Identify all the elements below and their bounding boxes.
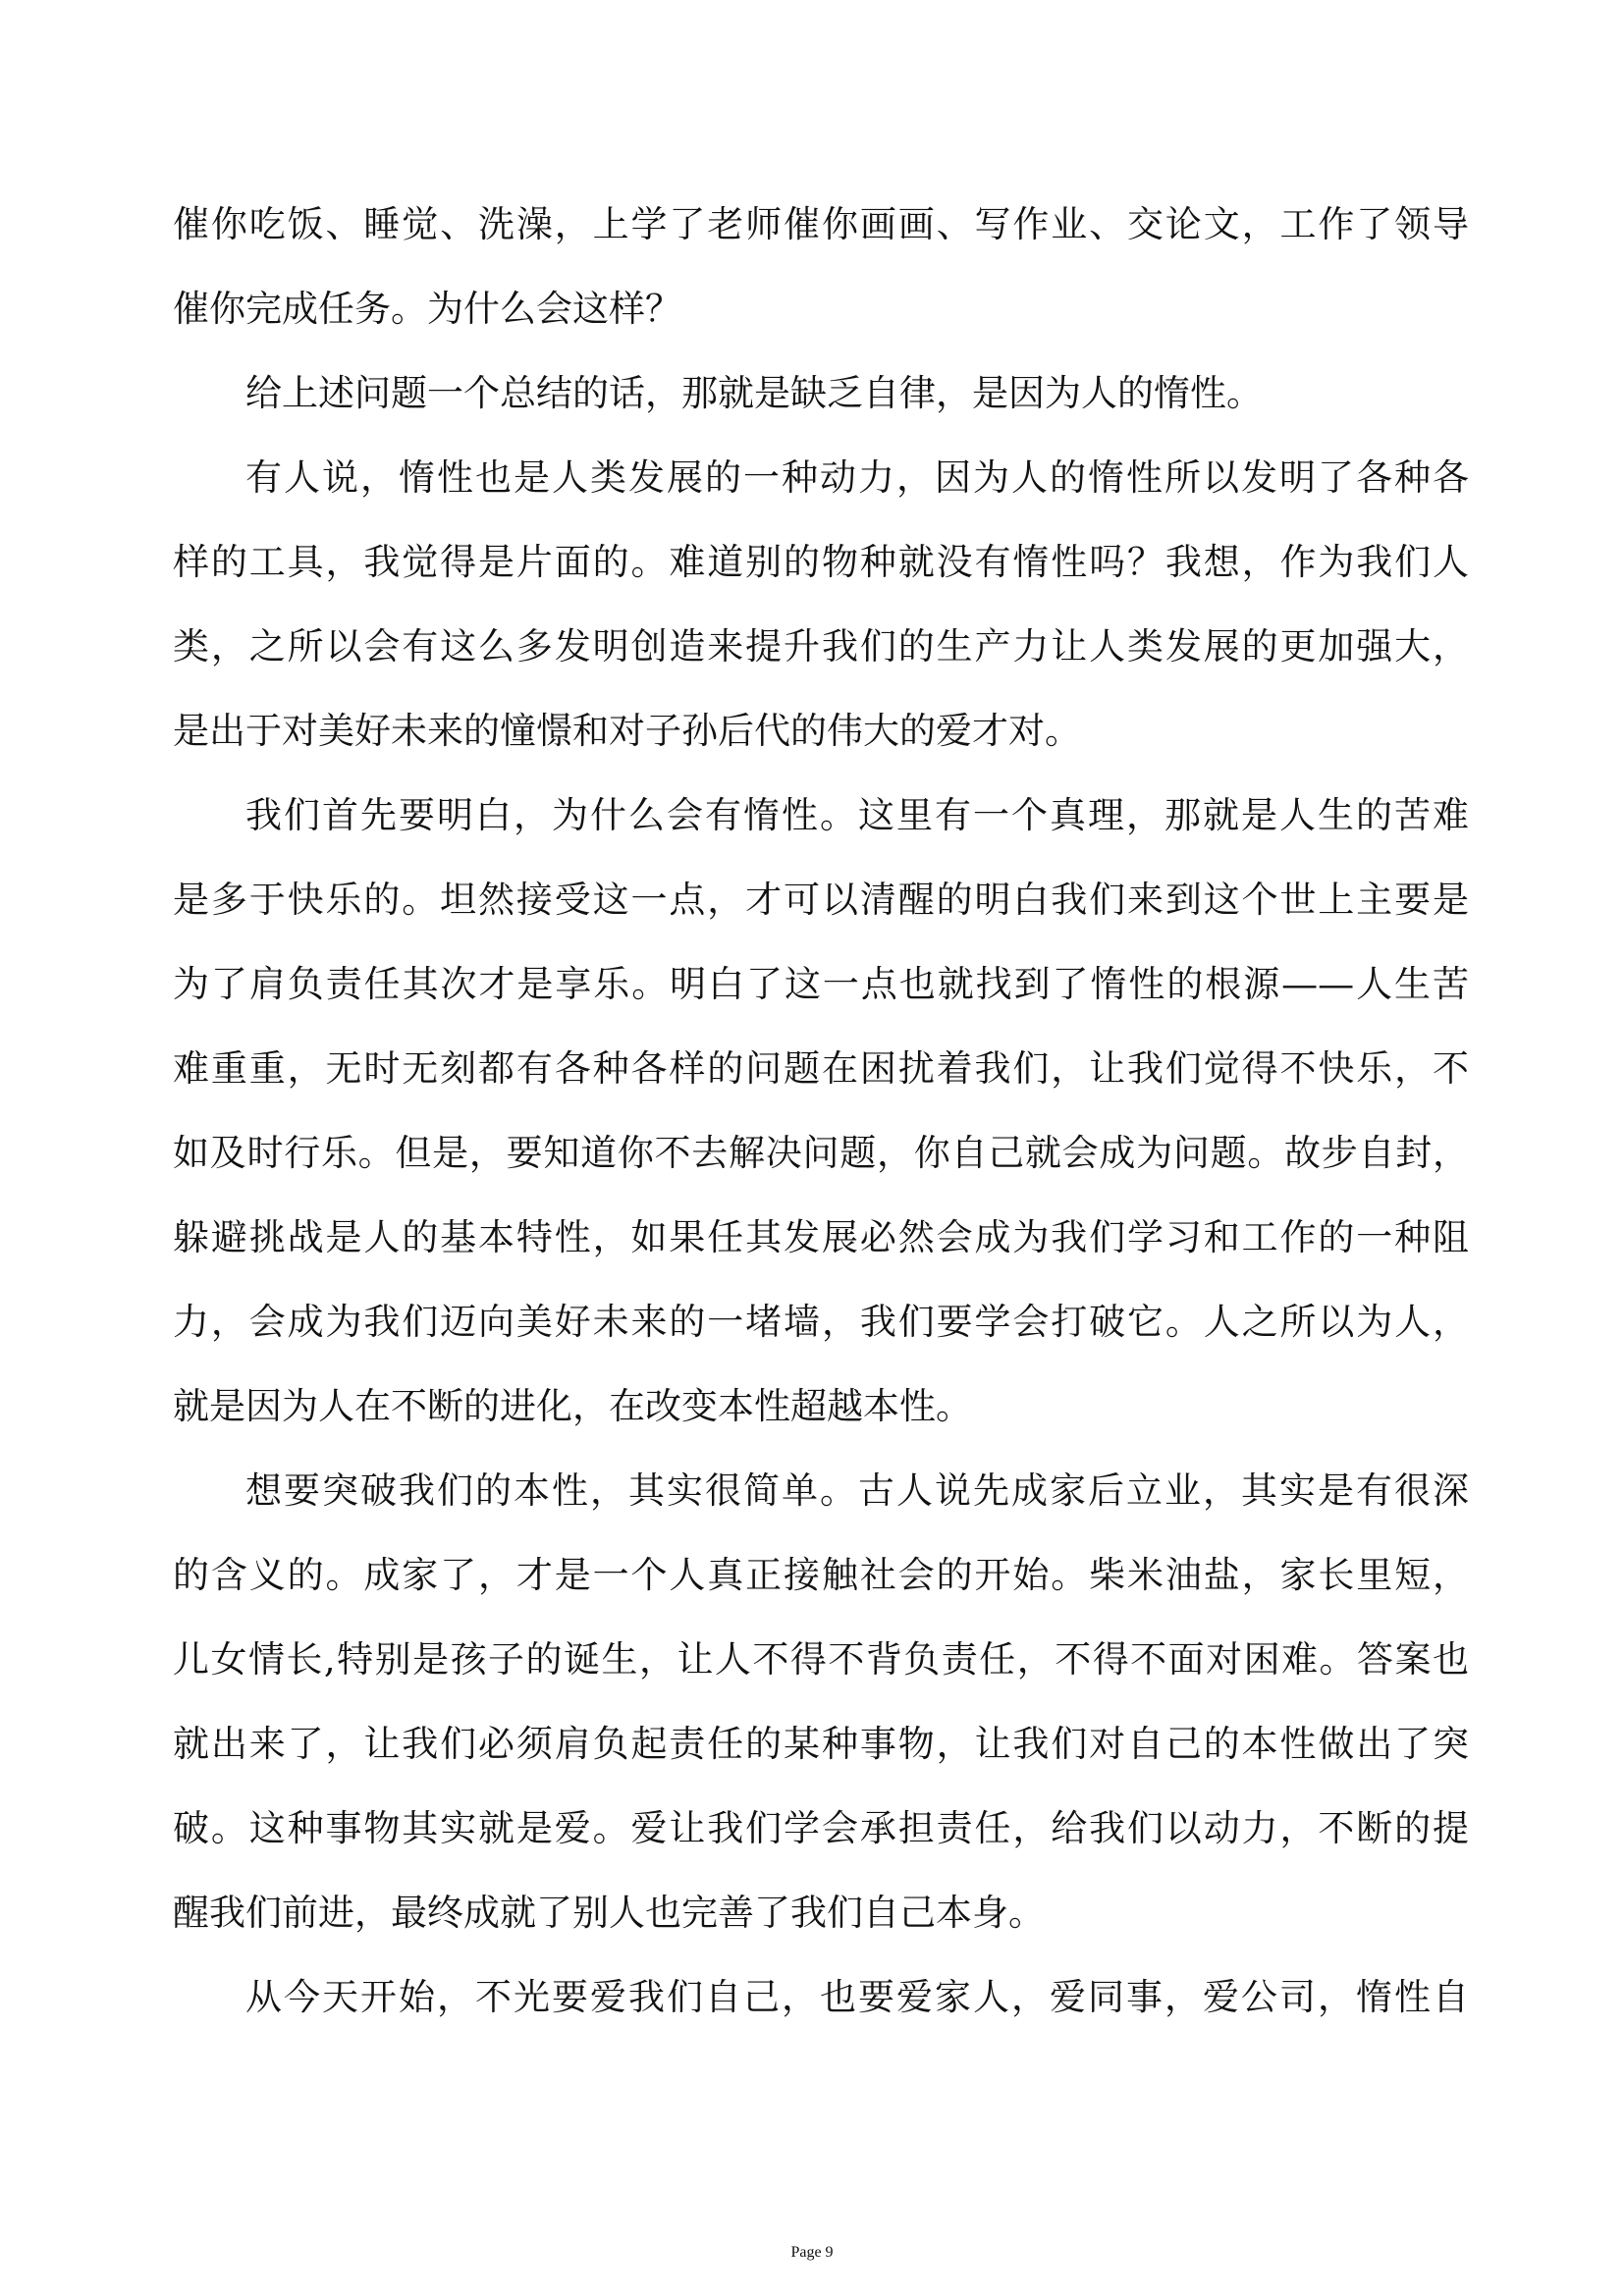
text-line: 力，会成为我们迈向美好未来的一堵墙，我们要学会打破它。人之所以为人， <box>173 1301 1469 1343</box>
text-line: 破。这种事物其实就是爱。爱让我们学会承担责任，给我们以动力，不断的提 <box>173 1807 1469 1849</box>
text-line: 躲避挑战是人的基本特性，如果任其发展必然会成为我们学习和工作的一种阻 <box>173 1216 1469 1258</box>
text-line: 难重重，无时无刻都有各种各样的问题在困扰着我们，让我们觉得不快乐，不 <box>173 1047 1469 1090</box>
text-line: 催你吃饭、睡觉、洗澡，上学了老师催你画画、写作业、交论文，工作了领导 <box>173 203 1469 245</box>
paragraph-start-line: 给上述问题一个总结的话，那就是缺乏自律，是因为人的惰性。 <box>245 372 1263 414</box>
text-line: 醒我们前进，最终成就了别人也完善了我们自己本身。 <box>173 1892 1045 1934</box>
paragraph-start-line: 有人说，惰性也是人类发展的一种动力，因为人的惰性所以发明了各种各 <box>245 456 1469 499</box>
text-line: 就出来了，让我们必须肩负起责任的某种事物，让我们对自己的本性做出了突 <box>173 1723 1469 1765</box>
text-line: 是出于对美好未来的憧憬和对子孙后代的伟大的爱才对。 <box>173 710 1081 752</box>
paragraph-start-line: 我们首先要明白，为什么会有惰性。这里有一个真理，那就是人生的苦难 <box>245 794 1469 836</box>
text-line: 如及时行乐。但是，要知道你不去解决问题，你自己就会成为问题。故步自封， <box>173 1132 1469 1174</box>
page-number: Page 9 <box>790 2244 834 2261</box>
text-line: 儿女情长,特别是孩子的诞生，让人不得不背负责任，不得不面对困难。答案也 <box>173 1638 1469 1681</box>
text-line: 是多于快乐的。坦然接受这一点，才可以清醒的明白我们来到这个世上主要是 <box>173 879 1469 921</box>
text-line: 催你完成任务。为什么会这样？ <box>173 288 681 330</box>
text-line: 类，之所以会有这么多发明创造来提升我们的生产力让人类发展的更加强大， <box>173 625 1469 667</box>
paragraph-start-line: 想要突破我们的本性，其实很简单。古人说先成家后立业，其实是有很深 <box>245 1469 1469 1512</box>
body-text <box>173 183 1469 2040</box>
text-line: 就是因为人在不断的进化，在改变本性超越本性。 <box>173 1385 972 1427</box>
text-line: 为了肩负责任其次才是享乐。明白了这一点也就找到了惰性的根源——人生苦 <box>173 963 1469 1005</box>
paragraph-start-line: 从今天开始，不光要爱我们自己，也要爱家人，爱同事，爱公司，惰性自 <box>245 1976 1469 2018</box>
text-line: 的含义的。成家了，才是一个人真正接触社会的开始。柴米油盐，家长里短， <box>173 1554 1469 1596</box>
text-line: 样的工具，我觉得是片面的。难道别的物种就没有惰性吗？我想，作为我们人 <box>173 541 1469 583</box>
